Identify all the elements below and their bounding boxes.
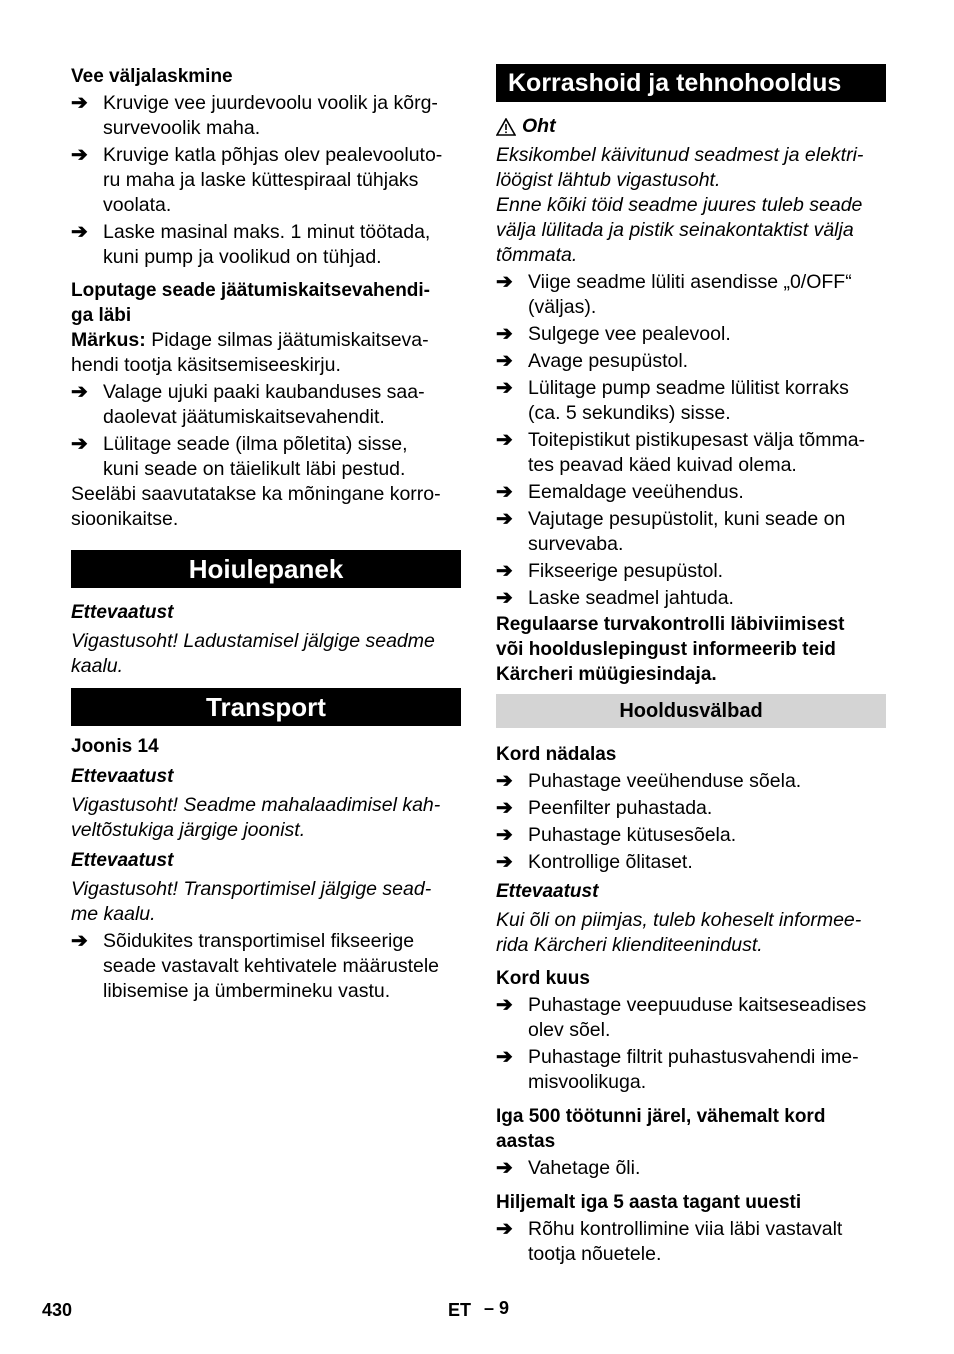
oil-text — [496, 908, 886, 958]
footer-section-page: – 9 — [484, 1298, 510, 1318]
list-item — [71, 929, 461, 1004]
text-line: Vigastusoht! Seadme mahalaadimisel kah- — [71, 794, 441, 816]
list-item — [496, 823, 886, 848]
list-item-text — [528, 850, 886, 875]
note-paragraph — [71, 328, 461, 378]
arrow-right-icon: ➔ — [496, 1046, 513, 1068]
rinse-list — [71, 380, 461, 482]
list-item — [496, 993, 886, 1043]
text-line: Vajutage pesupüstolit, kuni seade on — [528, 508, 846, 530]
warning-triangle-icon — [496, 118, 516, 136]
arrow-right-icon: ➔ — [496, 377, 513, 399]
list-item-text — [528, 796, 886, 821]
arrow-right-icon: ➔ — [496, 271, 513, 293]
text-line: kaalu. — [71, 655, 124, 677]
list-item — [496, 1217, 886, 1267]
arrow-right-icon: ➔ — [71, 92, 88, 114]
storage-banner: Hoiulepanek — [71, 550, 461, 588]
intervals-bar: Hooldusvälbad — [496, 694, 886, 728]
list-item — [496, 559, 886, 584]
list-item-text — [528, 376, 886, 426]
transport-list — [71, 929, 461, 1004]
list-item-text — [103, 929, 461, 1004]
text-line: aastas — [496, 1131, 556, 1152]
list-item — [496, 322, 886, 347]
arrow-right-icon: ➔ — [496, 797, 513, 819]
text-line: Kruvige vee juurdevoolu voolik ja kõrg- — [103, 92, 438, 114]
list-item — [496, 796, 886, 821]
text-line: tootja nõuetele. — [528, 1243, 662, 1265]
text-line: sioonikaitse. — [71, 508, 179, 530]
text-line: Iga 500 töötunni järel, vähemalt kord — [496, 1106, 826, 1127]
list-item-text — [528, 769, 886, 794]
list-item-text — [528, 349, 886, 374]
hours-heading — [496, 1104, 886, 1154]
list-item-text — [528, 1156, 886, 1181]
text-line: (ca. 5 sekundiks) sisse. — [528, 402, 731, 424]
text-line: survevoolik maha. — [103, 117, 261, 139]
list-item — [496, 769, 886, 794]
list-item — [496, 850, 886, 875]
text-line: Loputage seade jäätumiskaitsevahendi- — [71, 280, 431, 301]
maintenance-list — [496, 270, 886, 611]
text-line: libisemise ja ümbermineku vastu. — [103, 980, 391, 1002]
list-item-text — [528, 270, 886, 320]
text-line: tõmmata. — [496, 244, 578, 266]
text-line: Laske masinal maks. 1 minut töötada, — [103, 221, 431, 243]
list-item — [496, 270, 886, 320]
drain-heading: Vee väljalaskmine — [71, 66, 233, 87]
arrow-right-icon: ➔ — [496, 560, 513, 582]
years-heading: Hiljemalt iga 5 aasta tagant uuesti — [496, 1192, 802, 1213]
list-item-text — [103, 91, 461, 141]
text-line: me kaalu. — [71, 903, 156, 925]
arrow-right-icon: ➔ — [496, 429, 513, 451]
text-line: Kärcheri müügiesindaja. — [496, 664, 717, 685]
arrow-right-icon: ➔ — [496, 323, 513, 345]
text-line: Eemaldage veeühendus. — [528, 481, 744, 503]
text-line: Viige seadme lüliti asendisse „0/OFF“ — [528, 271, 852, 293]
text-line: Seeläbi saavutatakse ka mõningane korro- — [71, 483, 441, 505]
oil-caution: Ettevaatust — [496, 881, 599, 902]
arrow-right-icon: ➔ — [496, 770, 513, 792]
text-line: Fikseerige pesupüstol. — [528, 560, 724, 582]
arrow-right-icon: ➔ — [496, 824, 513, 846]
note-line1: Pidage silmas jäätumiskaitseva- — [145, 329, 429, 351]
list-item — [71, 91, 461, 141]
inspection-note — [496, 612, 886, 687]
list-item — [496, 349, 886, 374]
danger-label: Oht — [522, 115, 556, 137]
storage-text — [71, 629, 461, 679]
footer-lang-code: ET — [448, 1300, 472, 1320]
right-column — [496, 64, 886, 1267]
note-label: Märkus: — [71, 329, 146, 351]
list-item-text — [528, 559, 886, 584]
transport-text-1 — [71, 793, 461, 843]
text-line: Rõhu kontrollimine viia läbi vastavalt — [528, 1218, 843, 1240]
list-item-text — [528, 507, 886, 557]
arrow-right-icon: ➔ — [496, 508, 513, 530]
list-item — [71, 432, 461, 482]
left-column — [71, 64, 461, 1004]
arrow-right-icon: ➔ — [71, 144, 88, 166]
list-item — [496, 586, 886, 611]
text-line: Enne kõiki töid seadme juures tuleb seade — [496, 194, 863, 216]
text-line: löögist lähtub vigastusoht. — [496, 169, 721, 191]
list-item-text — [103, 432, 461, 482]
arrow-right-icon: ➔ — [496, 994, 513, 1016]
list-item — [496, 480, 886, 505]
page-number: 430 — [42, 1300, 73, 1320]
list-item-text — [528, 1045, 886, 1095]
list-item — [496, 1156, 886, 1181]
list-item — [71, 143, 461, 218]
text-line: Laske seadmel jahtuda. — [528, 587, 734, 609]
monthly-heading: Kord kuus — [496, 968, 590, 989]
transport-text-2 — [71, 877, 461, 927]
text-line: tes peavad käed kuivad olema. — [528, 454, 797, 476]
transport-banner: Transport — [71, 688, 461, 726]
arrow-right-icon: ➔ — [71, 221, 88, 243]
arrow-right-icon: ➔ — [496, 481, 513, 503]
arrow-right-icon: ➔ — [496, 851, 513, 873]
list-item — [496, 1045, 886, 1095]
list-item — [496, 507, 886, 557]
rinse-heading — [71, 278, 461, 328]
text-line: või hoolduslepingust informeerib teid — [496, 639, 836, 660]
text-line: Kui õli on piimjas, tuleb koheselt informee- — [496, 909, 862, 931]
list-item-text — [528, 586, 886, 611]
arrow-right-icon: ➔ — [496, 587, 513, 609]
text-line: Regulaarse turvakontrolli läbiviimisest — [496, 614, 845, 635]
arrow-right-icon: ➔ — [71, 381, 88, 403]
list-item — [496, 428, 886, 478]
list-item-text — [103, 143, 461, 218]
text-line: Sulgege vee pealevool. — [528, 323, 731, 345]
text-line: (väljas). — [528, 296, 597, 318]
text-line: Puhastage veeühenduse sõela. — [528, 770, 802, 792]
text-line: Sõidukites transportimisel fikseerige — [103, 930, 415, 952]
list-item — [71, 380, 461, 430]
transport-caution-2: Ettevaatust — [71, 850, 174, 871]
text-line: Eksikombel käivitunud seadmest ja elektri- — [496, 144, 864, 166]
list-item-text — [103, 380, 461, 430]
text-line: välja lülitada ja pistik seinakontaktist välja — [496, 219, 854, 241]
years-list — [496, 1217, 886, 1267]
text-line: Vigastusoht! Ladustamisel jälgige seadme — [71, 630, 435, 652]
text-line: ga läbi — [71, 305, 132, 326]
hours-list — [496, 1156, 886, 1181]
text-line: Puhastage kütusesõela. — [528, 824, 737, 846]
rinse-result — [71, 482, 461, 532]
list-item-text — [528, 823, 886, 848]
text-line: Avage pesupüstol. — [528, 350, 689, 372]
list-item — [496, 376, 886, 426]
text-line: Kontrollige õlitaset. — [528, 851, 693, 873]
text-line: Toitepistikut pistikupesast välja tõmma- — [528, 429, 866, 451]
text-line: misvoolikuga. — [528, 1071, 647, 1093]
text-line: survevaba. — [528, 533, 624, 555]
weekly-heading: Kord nädalas — [496, 744, 617, 765]
arrow-right-icon: ➔ — [496, 1157, 513, 1179]
text-line: veltõstukiga järgige joonist. — [71, 819, 306, 841]
maintenance-banner: Korrashoid ja tehnohooldus — [496, 64, 886, 102]
list-item — [71, 220, 461, 270]
text-line: Peenfilter puhastada. — [528, 797, 713, 819]
text-line: Kruvige katla põhjas olev pealevooluto- — [103, 144, 443, 166]
danger-text — [496, 143, 886, 268]
transport-caution-1: Ettevaatust — [71, 766, 174, 787]
text-line: Puhastage veepuuduse kaitseseadises — [528, 994, 867, 1016]
arrow-right-icon: ➔ — [71, 930, 88, 952]
text-line: seade vastavalt kehtivatele määrustele — [103, 955, 440, 977]
text-line: Vahetage õli. — [528, 1157, 641, 1179]
text-line: Puhastage filtrit puhastusvahendi ime- — [528, 1046, 859, 1068]
text-line: kuni pump ja voolikud on tühjad. — [103, 246, 382, 268]
text-line: voolata. — [103, 194, 172, 216]
figure-ref: Joonis 14 — [71, 736, 159, 757]
text-line: rida Kärcheri klienditeenindust. — [496, 934, 763, 956]
monthly-list — [496, 993, 886, 1095]
text-line: kuni seade on täielikult läbi pestud. — [103, 458, 406, 480]
list-item-text — [528, 480, 886, 505]
list-item-text — [528, 322, 886, 347]
text-line: Valage ujuki paaki kaubanduses saa- — [103, 381, 425, 403]
danger-heading — [496, 114, 886, 139]
note-line2: hendi tootja käsitsemiseeskirju. — [71, 354, 341, 376]
text-line: ru maha ja laske küttespiraal tühjaks — [103, 169, 419, 191]
text-line: daolevat jäätumiskaitsevahendit. — [103, 406, 385, 428]
list-item-text — [528, 993, 886, 1043]
text-line: Lülitage seade (ilma põletita) sisse, — [103, 433, 408, 455]
drain-list — [71, 91, 461, 270]
arrow-right-icon: ➔ — [71, 433, 88, 455]
text-line: Lülitage pump seadme lülitist korraks — [528, 377, 849, 399]
list-item-text — [528, 1217, 886, 1267]
list-item-text — [528, 428, 886, 478]
arrow-right-icon: ➔ — [496, 1218, 513, 1240]
weekly-list — [496, 769, 886, 875]
text-line: Vigastusoht! Transportimisel jälgige sead- — [71, 878, 432, 900]
storage-caution: Ettevaatust — [71, 602, 174, 623]
text-line: olev sõel. — [528, 1019, 611, 1041]
list-item-text — [103, 220, 461, 270]
arrow-right-icon: ➔ — [496, 350, 513, 372]
